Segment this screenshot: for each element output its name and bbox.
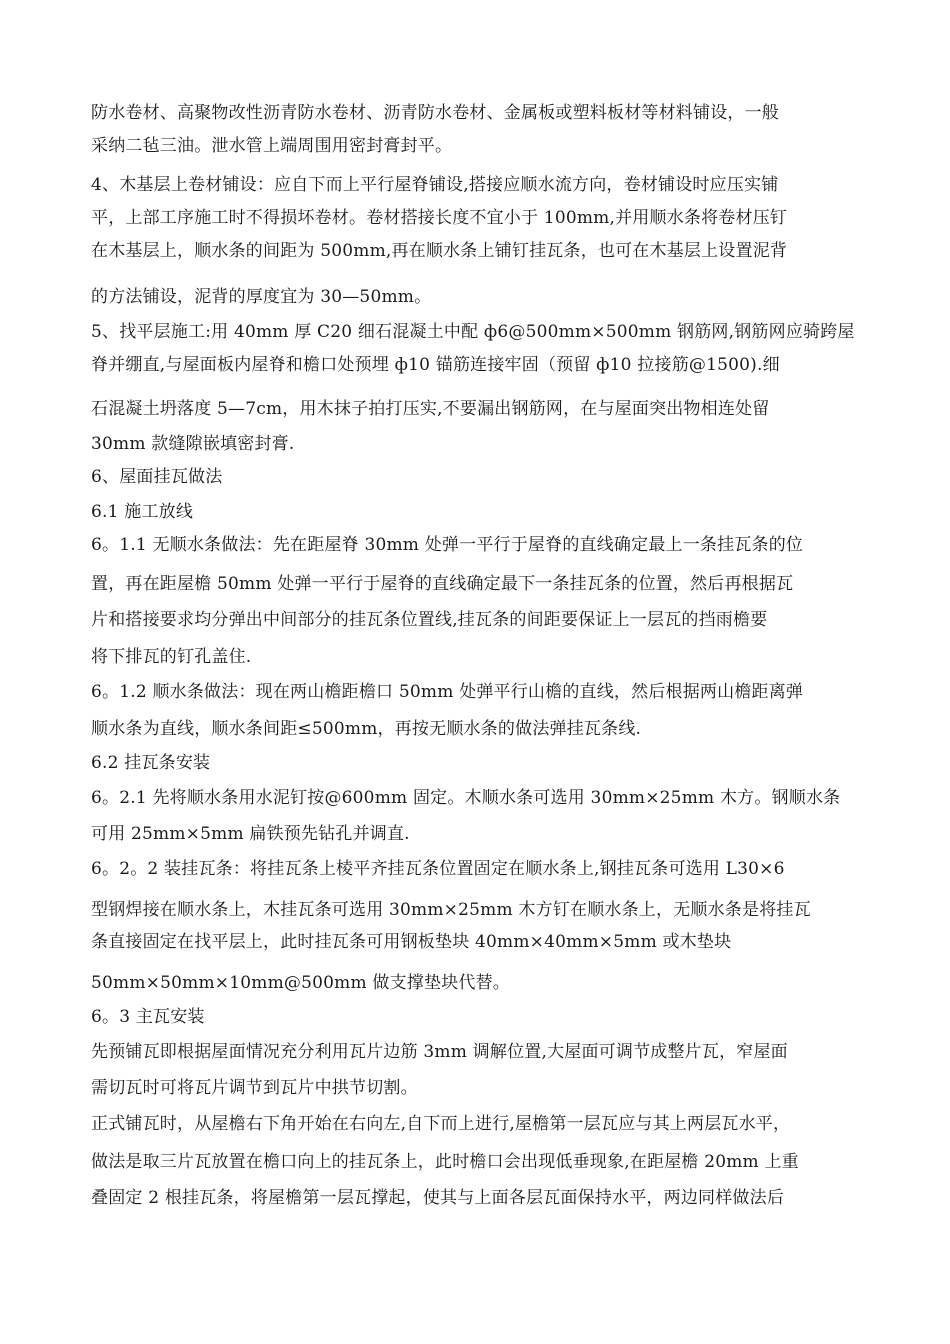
- text-line: 防水卷材、高聚物改性沥青防水卷材、沥青防水卷材、金属板或塑料板材等材料铺设，一般: [91, 103, 779, 123]
- text-line: 采纳二毡三油。泄水管上端周围用密封膏封平。: [91, 136, 453, 156]
- text-line: 先预铺瓦即根据屋面情况充分利用瓦片边筋 3mm 调解位置,大屋面可调节成整片瓦，窄屋面: [91, 1042, 788, 1062]
- text-line: 6.2 挂瓦条安装: [91, 753, 211, 773]
- text-line: 4、木基层上卷材铺设：应自下而上平行屋脊铺设,搭接应顺水流方向，卷材铺设时应压实铺: [91, 175, 779, 195]
- text-line: 6、屋面挂瓦做法: [91, 467, 223, 487]
- text-line: 50mm×50mm×10mm@500mm 做支撑垫块代替。: [91, 973, 510, 993]
- text-line: 可用 25mm×5mm 扁铁预先钻孔并调直.: [91, 824, 410, 844]
- text-line: 需切瓦时可将瓦片调节到瓦片中拱节切割。: [91, 1078, 418, 1098]
- text-line: 6。2.1 先将顺水条用水泥钉按@600mm 固定。木顺水条可选用 30mm×25mm 木方。钢顺水条: [91, 788, 841, 808]
- text-line: 6。3 主瓦安装: [91, 1007, 205, 1027]
- text-line: 脊并绷直,与屋面板内屋脊和檐口处预埋 ф10 锚筋连接牢固（预留 ф10 拉接筋@1500).细: [91, 355, 780, 375]
- text-line: 6。2。2 装挂瓦条：将挂瓦条上棱平齐挂瓦条位置固定在顺水条上,钢挂瓦条可选用 L30×6: [91, 859, 785, 879]
- text-line: 30mm 款缝隙嵌填密封膏.: [91, 434, 295, 454]
- text-line: 的方法铺设，泥背的厚度宜为 30—50mm。: [91, 287, 432, 307]
- text-line: 正式铺瓦时，从屋檐右下角开始在右向左,自下而上进行,屋檐第一层瓦应与其上两层瓦水平，: [91, 1114, 791, 1134]
- text-line: 石混凝土坍落度 5—7cm，用木抹子拍打压实,不要漏出钢筋网，在与屋面突出物相连处留: [91, 399, 770, 419]
- text-line: 置，再在距屋檐 50mm 处弹一平行于屋脊的直线确定最下一条挂瓦条的位置，然后再根据瓦: [91, 574, 794, 594]
- text-line: 顺水条为直线，顺水条间距≤500mm，再按无顺水条的做法弹挂瓦条线.: [91, 719, 642, 739]
- text-line: 将下排瓦的钉孔盖住.: [91, 647, 252, 667]
- text-line: 做法是取三片瓦放置在檐口向上的挂瓦条上，此时檐口会出现低垂现象,在距屋檐 20mm 上重: [91, 1152, 799, 1172]
- text-line: 6。1.2 顺水条做法：现在两山檐距檐口 50mm 处弹平行山檐的直线，然后根据两山檐距离弹: [91, 682, 804, 702]
- text-line: 平，上部工序施工时不得损坏卷材。卷材搭接长度不宜小于 100mm,并用顺水条将卷材压钉: [91, 208, 788, 228]
- text-line: 型钢焊接在顺水条上，木挂瓦条可选用 30mm×25mm 木方钉在顺水条上，无顺水条是将挂瓦: [91, 900, 811, 920]
- text-line: 5、找平层施工:用 40mm 厚 C20 细石混凝土中配 ф6@500mm×500mm 钢筋网,钢筋网应骑跨屋: [91, 322, 855, 342]
- text-line: 在木基层上，顺水条的间距为 500mm,再在顺水条上铺钉挂瓦条，也可在木基层上设置泥背: [91, 241, 788, 261]
- text-line: 叠固定 2 根挂瓦条，将屋檐第一层瓦撑起，使其与上面各层瓦面保持水平，两边同样做法后: [91, 1188, 785, 1208]
- text-line: 6.1 施工放线: [91, 502, 194, 522]
- text-line: 片和搭接要求均分弹出中间部分的挂瓦条位置线,挂瓦条的间距要保证上一层瓦的挡雨檐要: [91, 610, 768, 630]
- text-line: 6。1.1 无顺水条做法：先在距屋脊 30mm 处弹一平行于屋脊的直线确定最上一条挂瓦条的位: [91, 535, 804, 555]
- text-line: 条直接固定在找平层上，此时挂瓦条可用钢板垫块 40mm×40mm×5mm 或木垫块: [91, 932, 732, 952]
